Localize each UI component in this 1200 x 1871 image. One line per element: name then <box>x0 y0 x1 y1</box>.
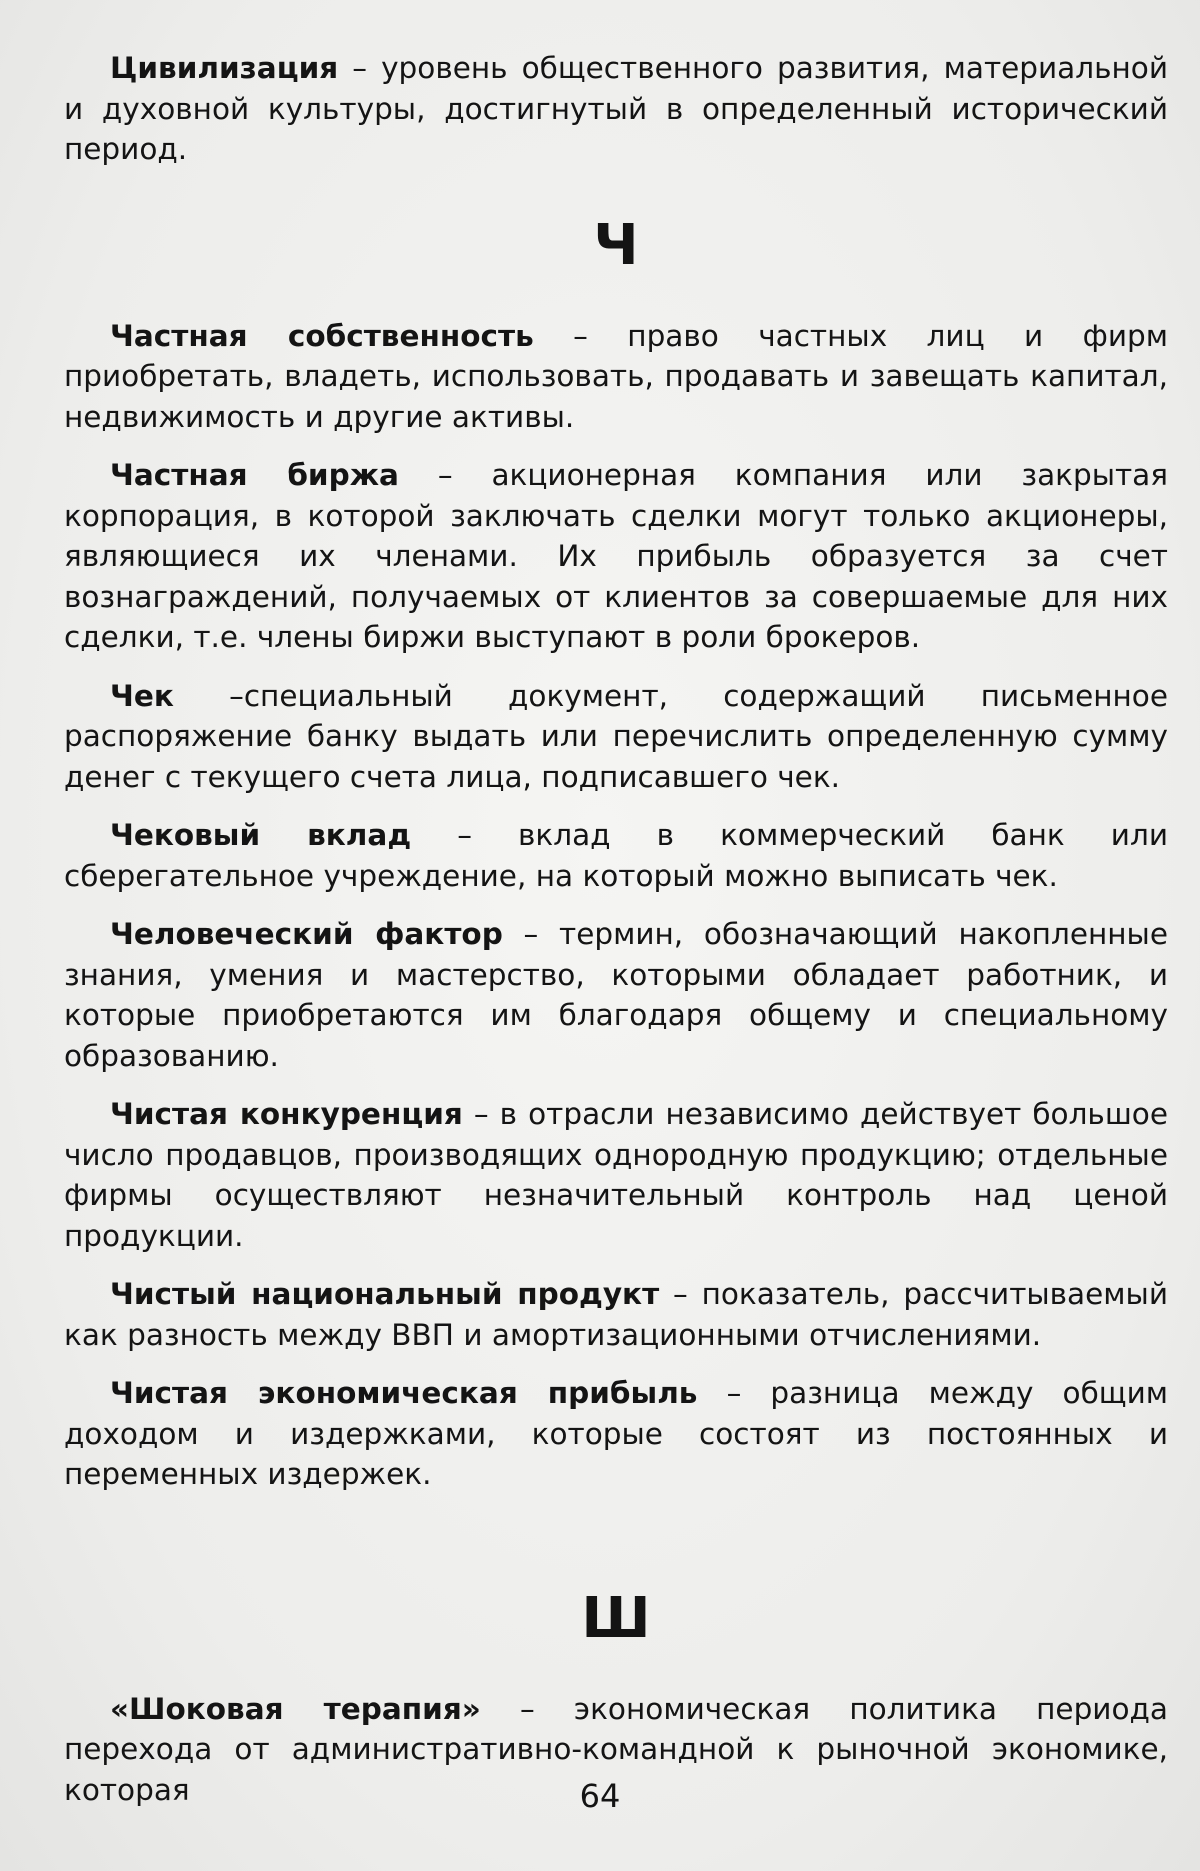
entry-term: Цивилизация <box>110 51 339 85</box>
entry-term: «Шоковая терапия» <box>110 1691 481 1726</box>
glossary-entry <box>64 455 1168 658</box>
entry-definition: – показатель, рассчитываемый как разность между ВВП и амортизационными отчислениями. <box>64 1277 1168 1352</box>
entry-term: Частная собственность <box>110 318 534 353</box>
entry-definition: – разница между общим доходом и издержками, которые состоят из постоянных и переменных издержек. <box>64 1376 1169 1491</box>
glossary-entry-civilization <box>64 48 1168 170</box>
entry-term: Человеческий фактор <box>110 917 503 951</box>
entry-definition: – вклад в коммерческий банк или сберегательное учреждение, на который можно выписать чек. <box>64 818 1168 893</box>
glossary-entry <box>64 316 1168 438</box>
entry-definition: –специальный документ, содержащий письменное распоряжение банку выдать или перечислить определенную сумму денег с текущего счета лица, подписавшего чек. <box>64 678 1168 794</box>
entry-term: Чистая конкуренция <box>110 1097 463 1131</box>
section-letter-sh: Ш <box>581 1585 651 1651</box>
page-content <box>64 48 1168 1828</box>
glossary-entry <box>64 1274 1168 1355</box>
page-number: 64 <box>579 1777 621 1815</box>
entry-definition: – акционерная компания или закрытая корпорация, в которой заключать сделки могут только акционеры, являющиеся их членами. Их прибыль образуется за счет вознаграждений, получаемых от клиентов за совершаемые для них сделки, т.е. члены биржи выступают в роли брокеров. <box>64 458 1168 654</box>
section-letter-ch: Ч <box>593 212 639 278</box>
entry-term: Чековый вклад <box>110 818 412 852</box>
glossary-entry <box>64 676 1168 798</box>
entry-term: Частная биржа <box>110 458 399 492</box>
entry-term: Чек <box>110 678 174 713</box>
entry-definition: – право частных лиц и фирм приобретать, владеть, использовать, продавать и завещать капитал, недвижимость и другие активы. <box>64 318 1168 434</box>
entry-definition: – в отрасли независимо действует большое число продавцов, производящих однородную продукцию; отдельные фирмы осуществляют незначительный контроль над ценой продукции. <box>64 1097 1169 1253</box>
glossary-entry <box>64 914 1168 1076</box>
glossary-entry <box>64 1094 1168 1256</box>
glossary-entry <box>64 1373 1168 1495</box>
entry-definition: – уровень общественного развития, материальной и духовной культуры, достигнутый в определенный исторический период. <box>64 51 1168 166</box>
entry-term: Чистая экономическая прибыль <box>110 1376 698 1410</box>
entry-definition: – термин, обозначающий накопленные знания, умения и мастерство, которыми обладает работник, и которые приобретаются им благодаря общему и специальному образованию. <box>64 917 1168 1073</box>
entry-definition: – экономическая политика периода перехода от административно-командной к рыночной экономике, которая <box>64 1691 1168 1807</box>
entry-term: Чистый национальный продукт <box>110 1277 660 1311</box>
glossary-entry <box>64 815 1168 896</box>
